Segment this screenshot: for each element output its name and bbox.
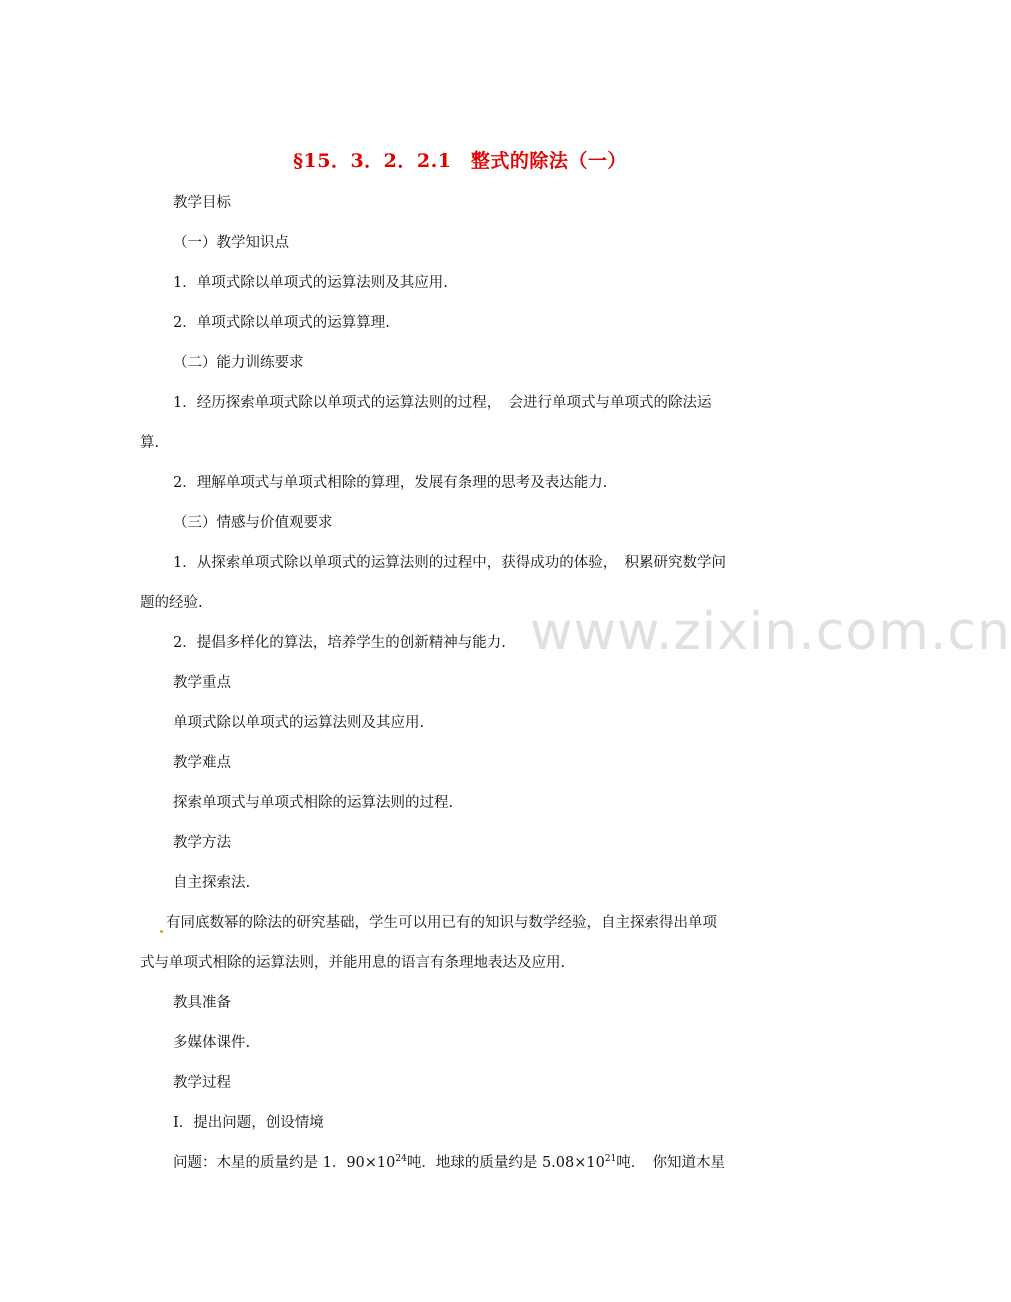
subheading-values: （三）情感与价值观要求	[173, 515, 333, 531]
question-line	[173, 1153, 725, 1173]
section-heading-tools: 教具准备	[173, 995, 231, 1011]
paragraph-line: 有同底数幂的除法的研究基础，学生可以用已有的知识与数学经验，自主探索得出单项	[166, 915, 717, 931]
question-text-part: 问题：木星的质量约是 1．90×10	[173, 1155, 396, 1171]
section-heading-difficulties: 教学难点	[173, 755, 231, 771]
watermark: www.zixin.com.cn	[530, 602, 1011, 662]
question-text-part: 吨．地球的质量约是 5.08×10	[406, 1155, 605, 1171]
decorative-dot	[160, 930, 163, 933]
paragraph-line: 1．从探索单项式除以单项式的运算法则的过程中，获得成功的体验， 积累研究数学问	[173, 555, 726, 571]
section-heading-key-points: 教学重点	[173, 675, 231, 691]
section-heading-objectives: 教学目标	[173, 195, 231, 211]
subheading-step-one: Ⅰ．提出问题，创设情境	[173, 1115, 324, 1131]
section-heading-process: 教学过程	[173, 1075, 231, 1091]
paragraph-line: 1．经历探索单项式除以单项式的运算法则的过程， 会进行单项式与单项式的除法运	[173, 395, 712, 411]
question-text-part: 吨． 你知道木星	[616, 1155, 726, 1171]
paragraph-line: 2．提倡多样化的算法，培养学生的创新精神与能力.	[173, 635, 506, 651]
paragraph-line: 式与单项式相除的运算法则，并能用息的语言有条理地表达及应用.	[140, 955, 566, 971]
exponent: 21	[604, 1154, 617, 1164]
exponent: 24	[395, 1154, 407, 1164]
paragraph-line: 多媒体课件.	[173, 1035, 251, 1051]
paragraph-line: 探索单项式与单项式相除的运算法则的过程.	[173, 795, 454, 811]
paragraph-line: 2．理解单项式与单项式相除的算理，发展有条理的思考及表达能力.	[173, 475, 608, 491]
paragraph-line: 单项式除以单项式的运算法则及其应用.	[173, 715, 425, 731]
paragraph-line: 算.	[140, 435, 160, 451]
paragraph-line: 1．单项式除以单项式的运算法则及其应用.	[173, 275, 448, 291]
subheading-ability: （二）能力训练要求	[173, 355, 304, 371]
paragraph-line: 自主探索法.	[173, 875, 251, 891]
paragraph-line: 2．单项式除以单项式的运算算理.	[173, 315, 390, 331]
page-title: §15．3．2．2.1 整式的除法（一）	[293, 150, 627, 172]
section-heading-methods: 教学方法	[173, 835, 231, 851]
paragraph-line: 题的经验.	[140, 595, 203, 611]
subheading-knowledge: （一）教学知识点	[173, 235, 289, 251]
